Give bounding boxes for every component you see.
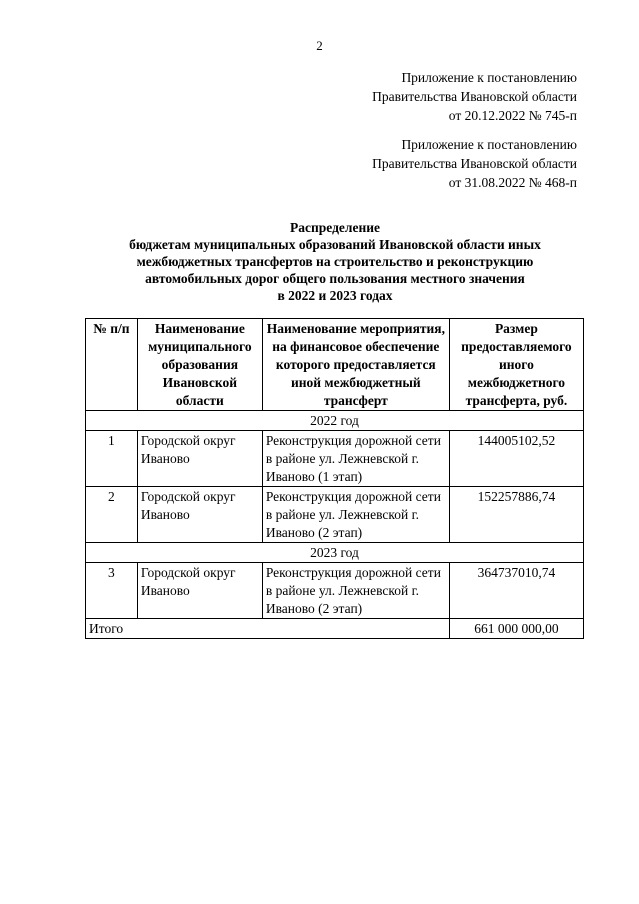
appendix-current-line1: Приложение к постановлению [401,70,577,85]
page-number: 2 [316,38,323,53]
title-line4: автомобильных дорог общего пользования местного значения [145,271,525,286]
row-num: 3 [86,563,138,619]
year-label: 2023 год [86,543,584,563]
row-num: 1 [86,431,138,487]
row-activity: Реконструкция дорожной сети в районе ул. Лежневской г. Иваново (1 этап) [262,431,449,487]
header-num: № п/п [86,319,138,411]
total-row [86,619,584,639]
document-title [85,219,585,304]
total-amount: 661 000 000,00 [449,619,583,639]
title-line3: межбюджетных трансфертов на строительство и реконструкцию [136,254,534,269]
title-line2: бюджетам муниципальных образований Ивановской области иных [129,237,541,252]
appendix-original-line2: Правительства Ивановской области [372,156,577,171]
title-line1: Распределение [289,220,381,235]
year-row [86,543,584,563]
row-municipality: Городской округ Иваново [137,487,262,543]
row-amount: 364737010,74 [449,563,583,619]
title-line5: в 2022 и 2023 годах [277,288,393,303]
table-row [86,563,584,619]
row-municipality: Городской округ Иваново [137,431,262,487]
appendix-original-line3: от 31.08.2022 № 468-п [448,175,577,190]
year-label: 2022 год [86,411,584,431]
table-row [86,431,584,487]
row-activity: Реконструкция дорожной сети в районе ул. Лежневской г. Иваново (2 этап) [262,487,449,543]
year-row [86,411,584,431]
appendix-current [257,68,577,125]
row-municipality: Городской округ Иваново [137,563,262,619]
transfer-table [85,318,584,639]
total-label: Итого [86,619,450,639]
row-activity: Реконструкция дорожной сети в районе ул. Лежневской г. Иваново (2 этап) [262,563,449,619]
appendix-original [257,135,577,192]
table-header-row [86,319,584,411]
row-amount: 152257886,74 [449,487,583,543]
appendix-current-line3: от 20.12.2022 № 745-п [448,108,577,123]
appendix-original-line1: Приложение к постановлению [401,137,577,152]
table-row [86,487,584,543]
header-activity: Наименование мероприятия, на финансовое обеспечение которого предоставляется иной межбюджетный трансферт [262,319,449,411]
row-amount: 144005102,52 [449,431,583,487]
row-num: 2 [86,487,138,543]
header-municipality: Наименование муниципального образования Ивановской области [137,319,262,411]
header-amount: Размер предоставляемого иного межбюджетного трансферта, руб. [449,319,583,411]
appendix-current-line2: Правительства Ивановской области [372,89,577,104]
